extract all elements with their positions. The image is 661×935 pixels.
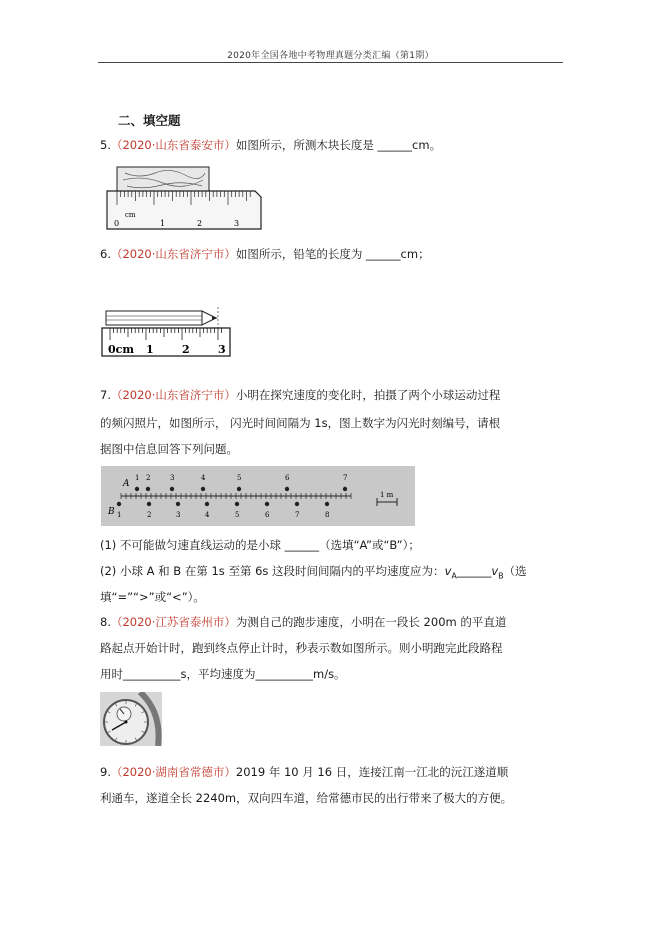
question-8	[100, 614, 506, 630]
ball-a-ball	[170, 487, 174, 491]
ball-a-ball	[343, 487, 347, 491]
tick-label: cm	[125, 211, 136, 219]
ball-b-ball	[265, 502, 269, 506]
question-number: 6.	[100, 247, 111, 261]
ball-a-ball	[201, 487, 205, 491]
question-source: （2020·山东省济宁市）	[110, 388, 236, 402]
question-source: （2020·湖南省常德市）	[110, 765, 236, 779]
stopwatch-figure	[100, 692, 162, 746]
ball-b-flash-number: 4	[205, 511, 210, 519]
question-text: 如图所示，铅笔的长度为 ______cm；	[235, 247, 430, 261]
ball-b-flash-number: 1	[117, 511, 122, 519]
question-number: 9.	[100, 765, 111, 779]
ball-a-flash-number: 4	[201, 474, 206, 482]
ball-b-ball	[205, 502, 209, 506]
tick-label: 2	[197, 219, 203, 228]
question-source: （2020·山东省济宁市）	[110, 247, 236, 261]
question-source: （2020·山东省泰安市）	[110, 138, 236, 152]
question-8-line-3: 用时__________s，平均速度为__________m/s。	[100, 667, 346, 681]
header-rule	[98, 62, 563, 63]
ball-a-label: A	[123, 479, 130, 489]
scale-label: 1 m	[380, 491, 394, 499]
tick-label: 3	[218, 343, 226, 356]
ball-a-ball	[146, 487, 150, 491]
ball-a-flash-number: 2	[146, 474, 151, 482]
tick-label: 0	[114, 219, 120, 228]
ruler-wood-figure	[105, 165, 265, 235]
ball-a-flash-number: 6	[285, 474, 290, 482]
pencil-ruler-figure	[100, 305, 240, 360]
question-number: 7.	[100, 388, 111, 402]
ball-b-flash-number: 5	[235, 511, 240, 519]
ball-b-flash-number: 6	[265, 511, 270, 519]
question-7-line-2: 的频闪照片，如图所示， 闪光时间间隔为 1s，图上数字为闪光时刻编号，请根	[100, 416, 501, 430]
ball-b-flash-number: 2	[147, 511, 152, 519]
ball-a-ball	[237, 487, 241, 491]
ball-b-ball	[147, 502, 151, 506]
question-5	[100, 137, 441, 153]
ball-a-ball	[135, 487, 139, 491]
question-6	[100, 246, 430, 262]
ball-b-ball	[325, 502, 329, 506]
ball-b-ball	[117, 502, 121, 506]
question-text: 2019 年 10 月 16 日，连接江南一江北的沅江遂道顺	[235, 765, 509, 779]
section-title: 二、填空题	[118, 113, 181, 128]
question-8-line-2: 路起点开始计时，跑到终点停止计时，秒表示数如图所示。则小明跑完此段路程	[100, 641, 503, 655]
ball-a-flash-number: 5	[237, 474, 242, 482]
tick-label: 3	[234, 219, 240, 228]
question-7-sub-1: (1) 不可能做匀速直线运动的是小球 ______（选填“A”或“B”）；	[100, 538, 420, 552]
ball-b-ball	[235, 502, 239, 506]
question-text: 为测自己的跑步速度，小明在一段长 200m 的平直道	[235, 615, 507, 629]
question-text: 小明在探究速度的变化时，拍摄了两个小球运动过程	[235, 388, 501, 402]
tick-label: 1	[160, 219, 166, 228]
ball-a-flash-number: 1	[135, 474, 140, 482]
ball-b-ball	[176, 502, 180, 506]
ball-a-flash-number: 7	[343, 474, 348, 482]
question-7	[100, 387, 500, 403]
question-number: 8.	[100, 615, 111, 629]
ball-b-flash-number: 7	[295, 511, 300, 519]
ball-a-ball	[285, 487, 289, 491]
pencil-body	[106, 311, 202, 325]
tick-label: 2	[182, 343, 190, 356]
question-7-sub-2: (2) 小球 A 和 B 在第 1s 至第 6s 这段时间间隔内的平均速度应为：$v_A\_\_\_\_\_\_v_B$（选	[100, 564, 527, 581]
ball-b-ball	[295, 502, 299, 506]
question-number: 5.	[100, 138, 111, 152]
strobe-photo-figure	[101, 466, 415, 526]
question-source: （2020·江苏省泰州市）	[110, 615, 236, 629]
tick-label: 1	[146, 343, 154, 356]
tick-label: 0cm	[108, 343, 134, 356]
question-text: 如图所示，所测木块长度是 ______cm。	[235, 138, 442, 152]
question-7-sub-2-cont: 填“=”“>”或“<”）。	[100, 590, 205, 604]
question-7-line-3: 据图中信息回答下列问题。	[100, 442, 238, 456]
question-9	[100, 764, 508, 780]
ball-b-label: B	[108, 507, 115, 517]
ball-b-flash-number: 3	[176, 511, 181, 519]
ball-b-flash-number: 8	[325, 511, 330, 519]
page-header: 2020年全国各地中考物理真题分类汇编（第1期）	[227, 51, 434, 61]
question-9-line-2: 利通车，遂道全长 2240m，双向四车道，给常德市民的出行带来了极大的方便。	[100, 791, 513, 805]
ball-a-flash-number: 3	[170, 474, 175, 482]
